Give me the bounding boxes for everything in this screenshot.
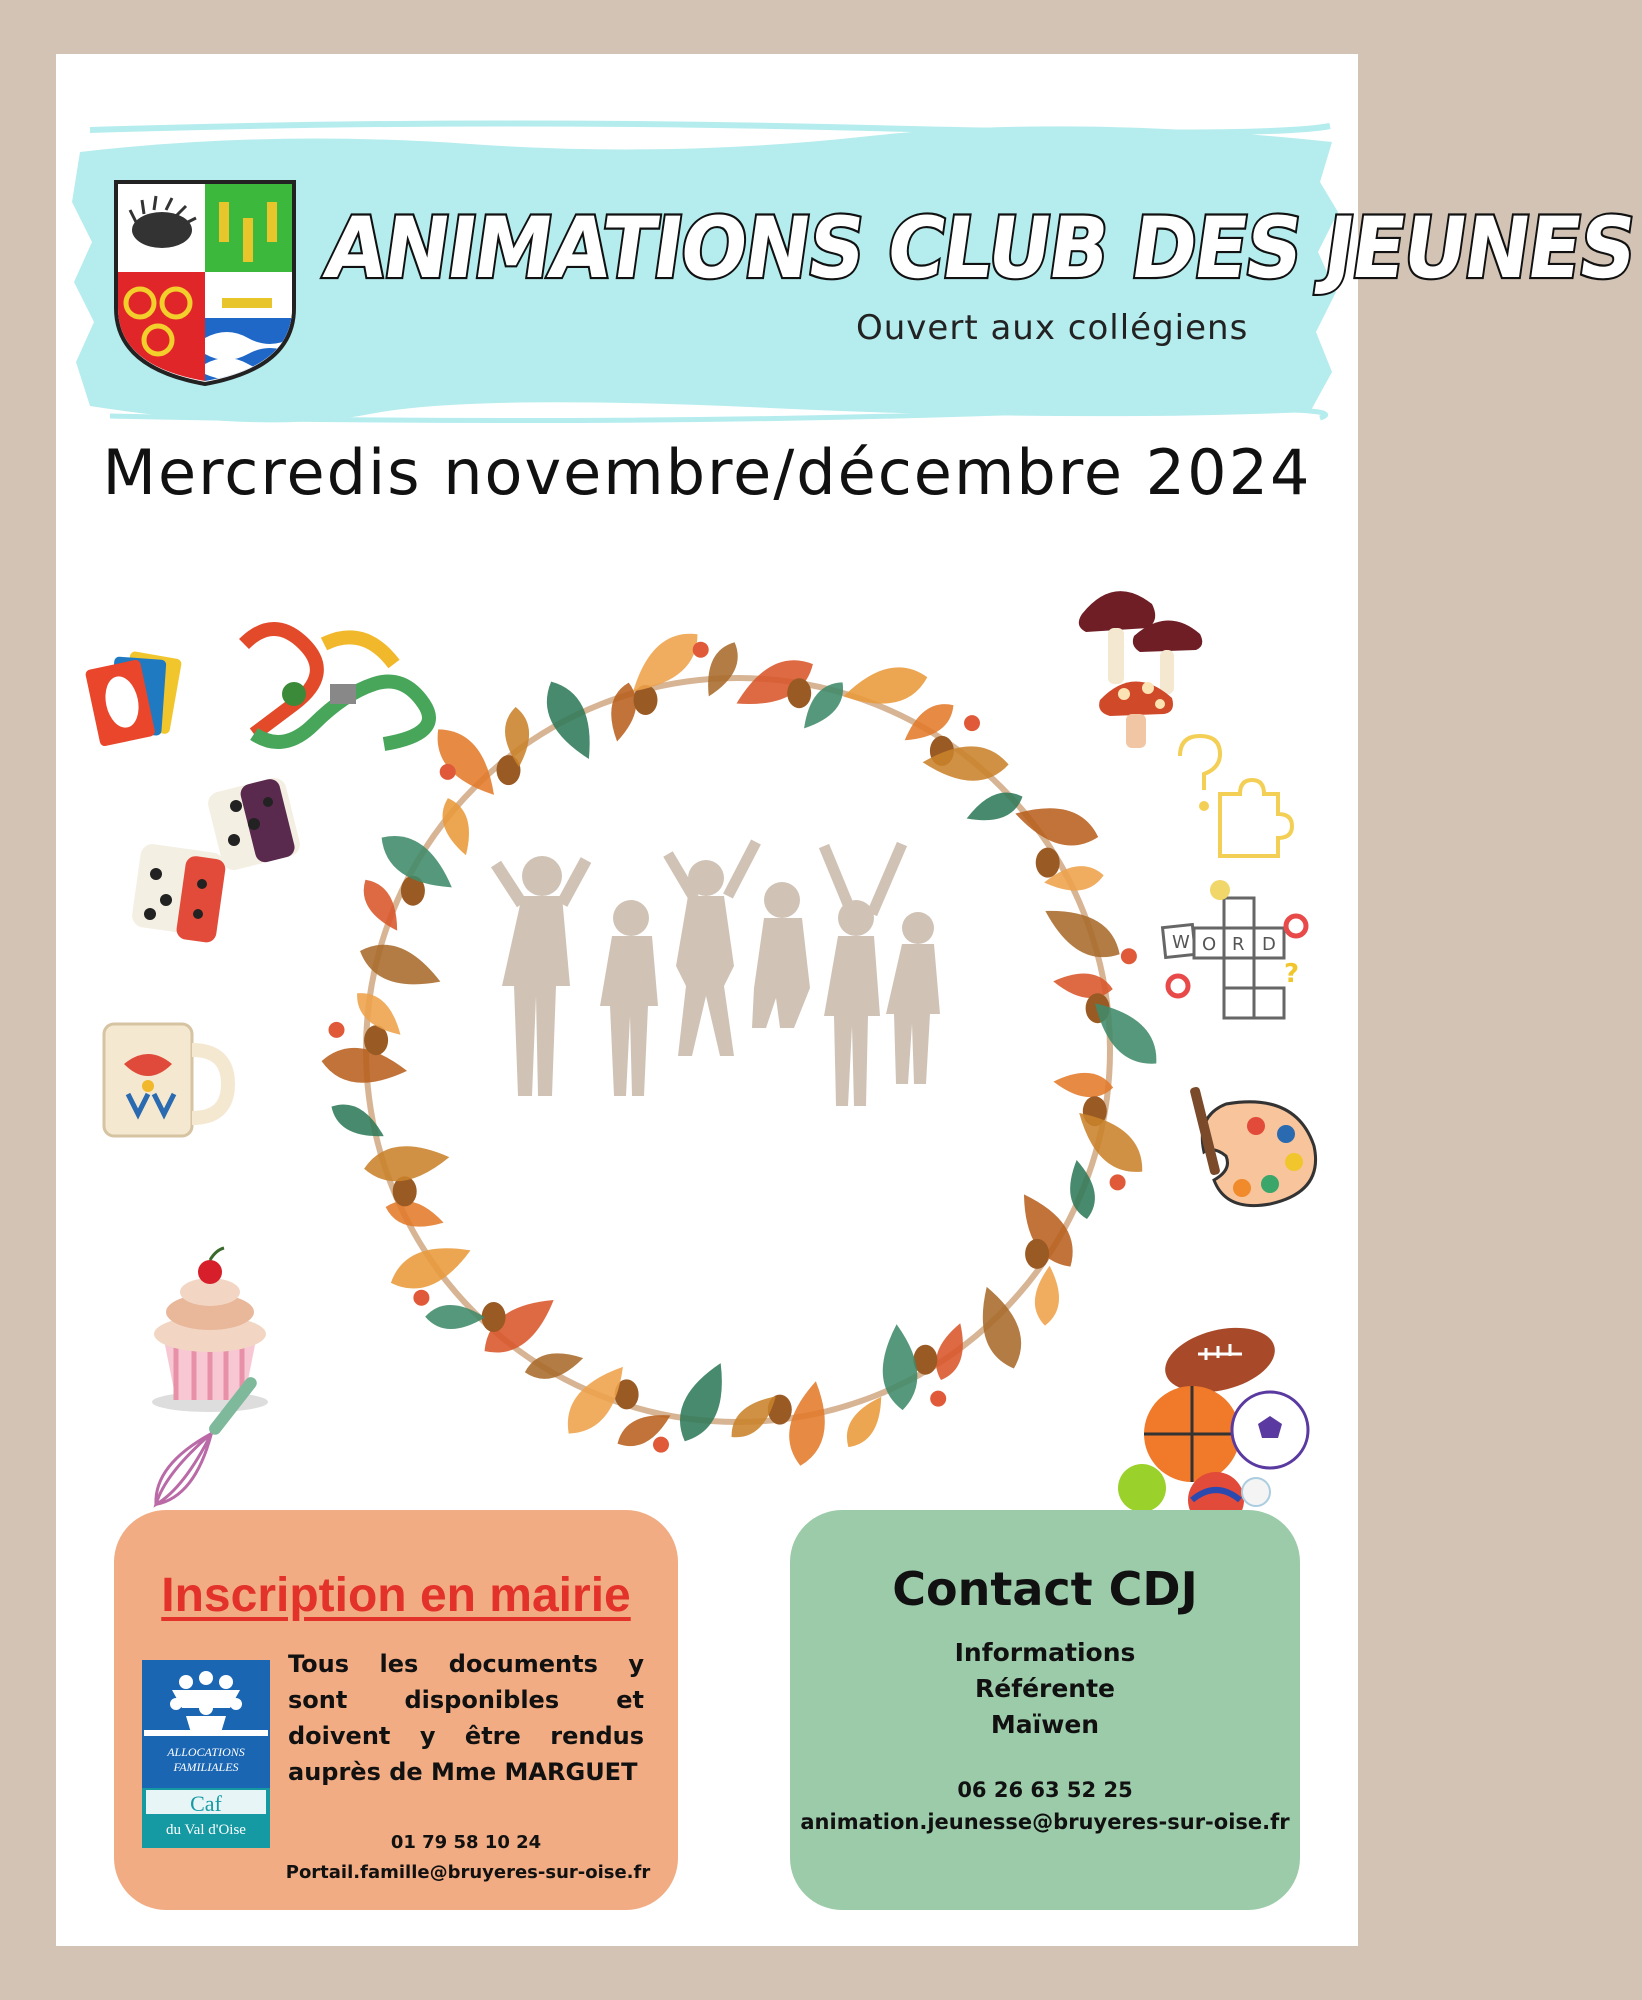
registration-title: Inscription en mairie — [161, 1569, 631, 1622]
berry — [413, 1290, 429, 1306]
registration-email[interactable]: Portail.famille@bruyeres-sur-oise.fr — [285, 1862, 651, 1883]
flyer-page — [56, 54, 1641, 1946]
acorn — [1036, 848, 1060, 878]
caf-label: du Val d'Oise — [166, 1822, 246, 1838]
crossword-letter: R — [1232, 934, 1245, 955]
leaf — [930, 1319, 972, 1384]
leaf — [879, 1323, 919, 1411]
mug-icon — [104, 1024, 228, 1136]
leaf — [362, 1140, 452, 1186]
card-game-icon — [85, 651, 182, 747]
berry — [930, 1391, 946, 1407]
leaf — [783, 1378, 832, 1469]
leaf — [522, 1346, 586, 1384]
registration-text: Tous les documents y sont disponibles et doivent y être rendus auprès de Mme MARGUET — [288, 1650, 644, 1786]
acorn — [482, 1302, 506, 1332]
berry — [1110, 1174, 1126, 1190]
event-dates: Mercredis novembre/décembre 2024 — [102, 436, 1312, 509]
leaf — [320, 1044, 409, 1088]
town-crest-logo — [112, 178, 298, 388]
registration-phone: 01 79 58 10 24 — [390, 1832, 542, 1853]
contact-email[interactable]: animation.jeunesse@bruyeres-sur-oise.fr — [800, 1810, 1290, 1834]
berry — [693, 642, 709, 658]
berry — [329, 1022, 345, 1038]
contact-panel — [790, 1510, 1300, 1910]
leaf — [1083, 991, 1168, 1076]
sports-balls-icon — [1118, 1317, 1308, 1528]
crossword-letter: W — [1172, 932, 1190, 953]
contact-info-line: Informations — [954, 1638, 1136, 1667]
puzzle-question-icon — [1180, 736, 1292, 856]
autumn-leaf-wreath — [320, 621, 1169, 1469]
snakes-ladders-board-icon — [244, 629, 429, 744]
leaf — [1011, 797, 1103, 854]
leaf — [384, 1234, 477, 1298]
leaf — [354, 935, 447, 998]
leaf — [326, 1096, 390, 1146]
berry — [440, 764, 456, 780]
caf-label: ALLOCATIONS — [167, 1745, 245, 1759]
berry — [653, 1437, 669, 1453]
berry — [1121, 948, 1137, 964]
leaf — [355, 873, 407, 937]
paint-palette-icon — [1189, 1086, 1315, 1205]
leaf — [669, 1356, 736, 1449]
mushrooms-icon — [1079, 591, 1202, 748]
crossword-letter: D — [1262, 934, 1276, 955]
contact-referent-name: Maïwen — [990, 1710, 1100, 1739]
caf-label: FAMILIALES — [173, 1760, 239, 1774]
illustration-area — [56, 524, 1358, 1544]
svg-text:?: ? — [1284, 959, 1300, 989]
dancing-youth-silhouettes — [496, 842, 940, 1106]
word-crossword-icon — [1163, 880, 1306, 1018]
caf-label: Caf — [190, 1791, 222, 1816]
contact-info-line: Référente — [974, 1674, 1116, 1703]
dice-icon — [131, 776, 303, 944]
page-subtitle: Ouvert aux collégiens — [856, 308, 1249, 348]
page-title: ANIMATIONS CLUB DES JEUNES — [319, 200, 1641, 298]
leaf — [425, 1305, 485, 1330]
registration-panel — [114, 1510, 678, 1910]
acorn — [787, 678, 811, 708]
berry — [964, 715, 980, 731]
contact-phone[interactable]: 06 26 63 52 25 — [957, 1778, 1133, 1802]
leaf — [536, 674, 605, 766]
contact-title: Contact CDJ — [892, 1562, 1198, 1616]
caf-logo — [142, 1660, 270, 1848]
crossword-letter: O — [1202, 934, 1217, 955]
acorn — [1025, 1239, 1049, 1269]
